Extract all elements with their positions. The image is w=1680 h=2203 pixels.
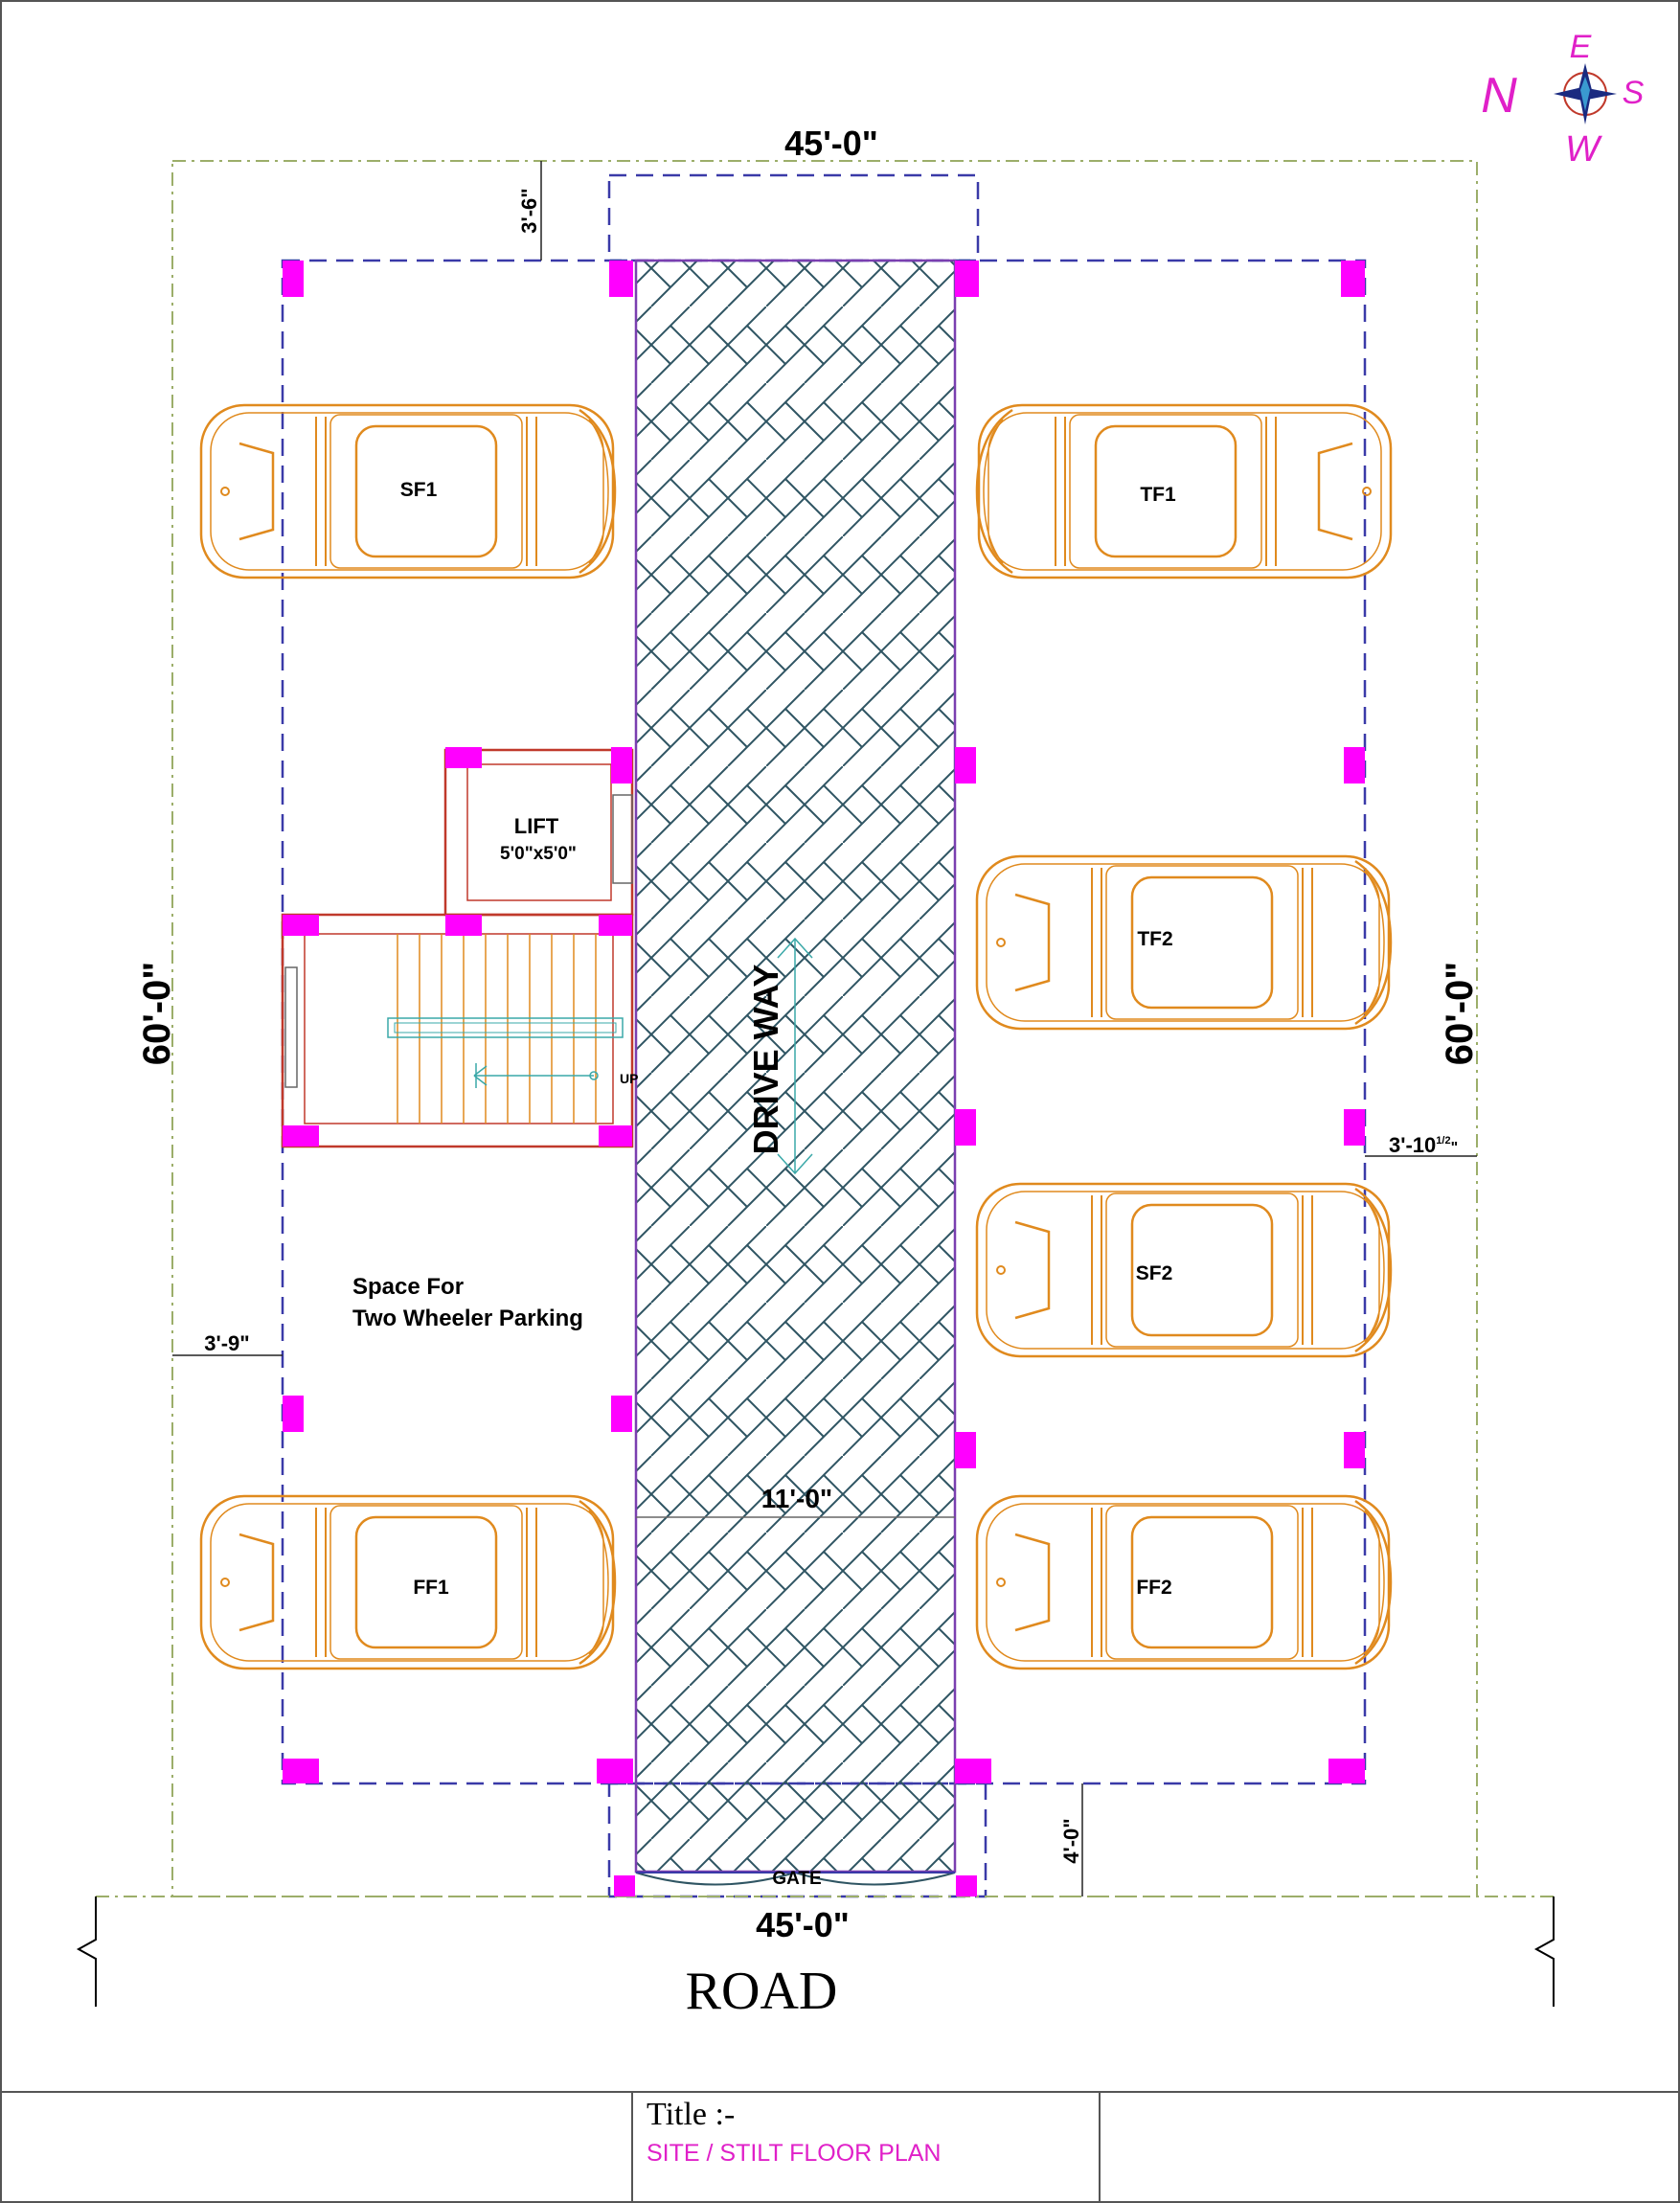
title-label: Title :-: [647, 2097, 736, 2132]
two-wheeler-label-line1: Space For: [352, 1274, 465, 1300]
car-label-sf2: SF2: [1135, 1262, 1173, 1284]
car-tf2: [977, 856, 1391, 1029]
driveway-label: DRIVE WAY: [746, 964, 785, 1155]
title-value: SITE / STILT FLOOR PLAN: [647, 2140, 942, 2167]
gate-label: GATE: [772, 1869, 822, 1889]
front-setback-dimension: 4'-0": [1059, 1818, 1083, 1864]
two-wheeler-label-line2: Two Wheeler Parking: [352, 1306, 583, 1331]
car-label-tf1: TF1: [1140, 484, 1176, 506]
left-setback-dimension: 3'-9": [204, 1331, 250, 1355]
bottom-width-dimension: 45'-0": [756, 1905, 850, 1944]
stair-lift-core: [283, 750, 632, 1147]
car-sf2: [977, 1184, 1391, 1356]
right-setback-value: 3'-10: [1389, 1133, 1437, 1157]
compass-rose-icon: [1554, 63, 1617, 125]
car-label-sf1: SF1: [399, 479, 438, 501]
top-width-dimension: 45'-0": [784, 124, 878, 163]
compass-west-label: W: [1565, 129, 1600, 170]
car-label-ff1: FF1: [413, 1577, 449, 1599]
car-label-ff2: FF2: [1136, 1577, 1172, 1599]
car-ff2: [977, 1496, 1391, 1669]
lift-label: LIFT: [513, 814, 559, 838]
lift-size-label: 5'0"x5'0": [500, 844, 577, 864]
car-tf1: [977, 405, 1391, 578]
right-setback-fraction: 1/2: [1436, 1135, 1451, 1147]
left-height-dimension: 60'-0": [136, 961, 178, 1066]
right-height-dimension: 60'-0": [1439, 961, 1481, 1066]
driveway-width-dimension: 11'-0": [761, 1484, 833, 1513]
car-label-tf2: TF2: [1137, 928, 1173, 950]
stair-up-label: UP: [620, 1071, 639, 1086]
top-projection: [609, 175, 978, 261]
top-setback-dimension: 3'-6": [517, 188, 541, 234]
compass-north-label: N: [1481, 68, 1517, 124]
compass-south-label: S: [1622, 75, 1645, 111]
road-label: ROAD: [685, 1962, 838, 2021]
right-setback-inch: ": [1450, 1140, 1459, 1156]
right-setback-dimension: [1389, 1133, 1458, 1157]
compass-east-label: E: [1569, 29, 1592, 65]
car-ff1: [201, 1496, 615, 1669]
